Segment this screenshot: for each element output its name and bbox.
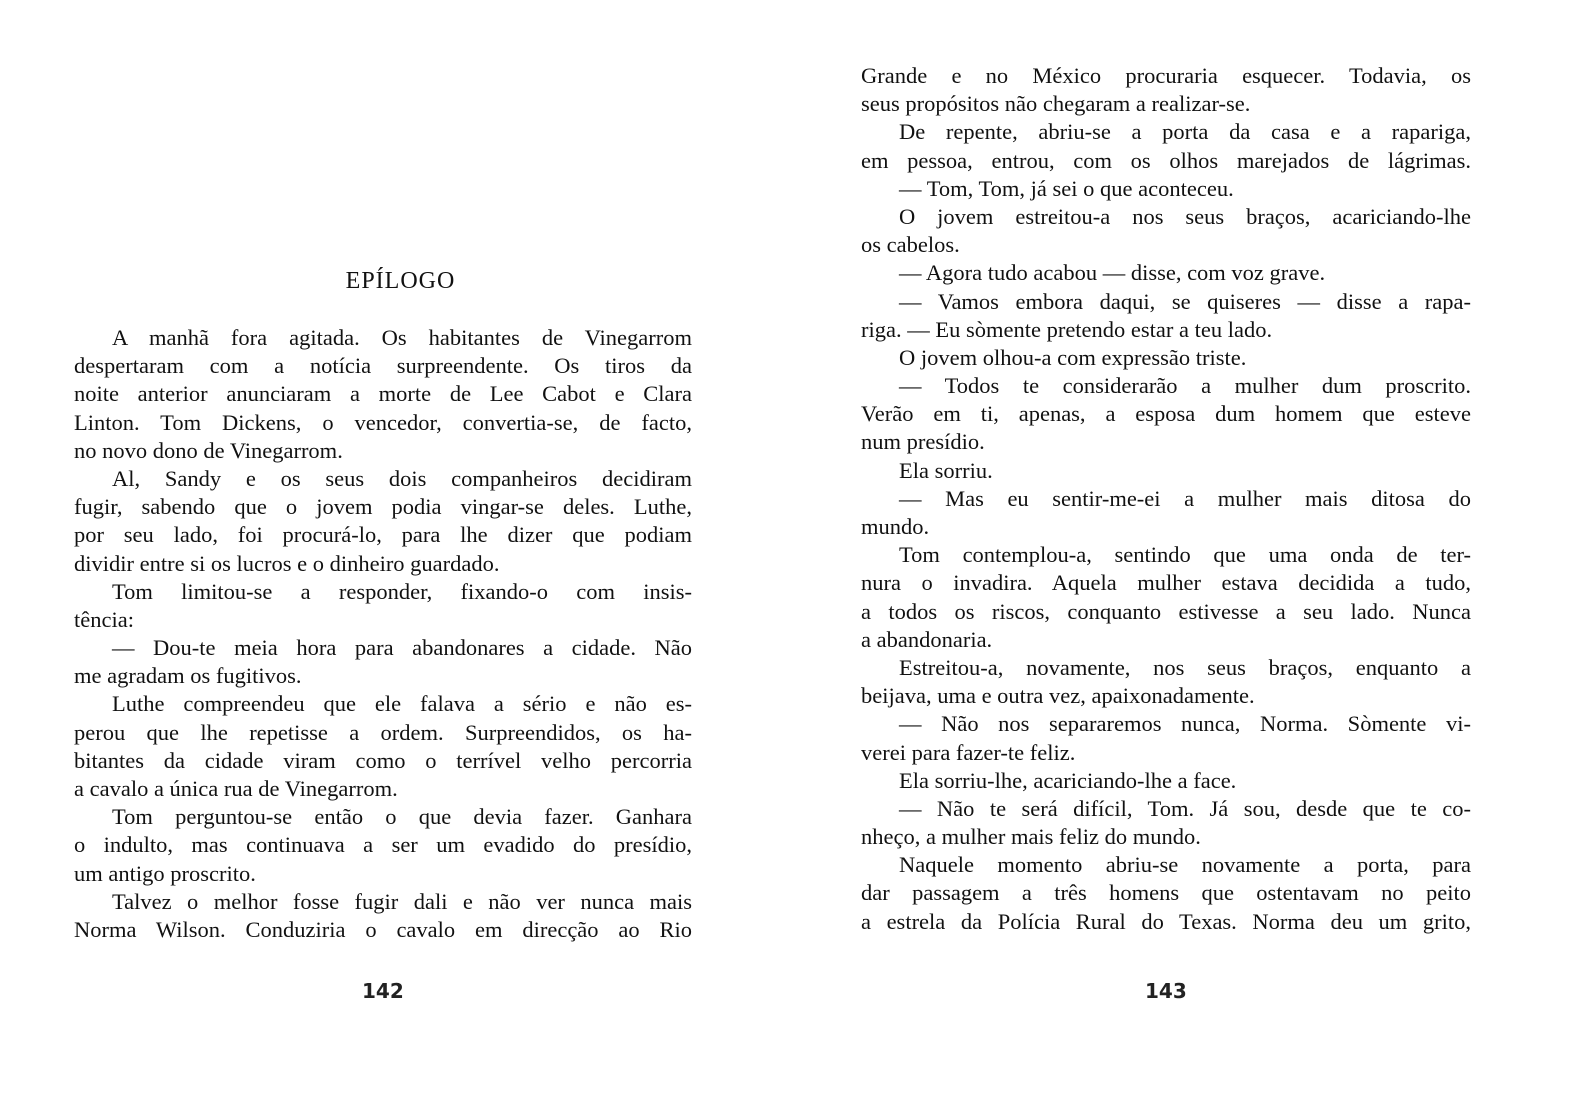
text-line: Naquele momento abriu-se novamente a porta, para [899, 852, 1471, 878]
text-line: Ela sorriu. [899, 457, 993, 483]
text-line: De repente, abriu-se a porta da casa e a rapariga, [899, 119, 1471, 145]
text-line: riga. — Eu sòmente pretendo estar a teu lado. [861, 316, 1273, 342]
text-line: por seu lado, foi procurá-lo, para lhe dizer que podiam [74, 522, 692, 548]
text-line: A manhã fora agitada. Os habitantes de Vinegarrom [112, 325, 692, 350]
text-line: os cabelos. [861, 232, 960, 258]
text-line: — Vamos embora daqui, se quiseres — disse a rapa- [899, 288, 1471, 314]
text-line: Ela sorriu-lhe, acariciando-lhe a face. [899, 767, 1237, 793]
text-line: nheço, a mulher mais feliz do mundo. [861, 824, 1201, 850]
text-line: Tom contemplou-a, sentindo que uma onda de ter- [899, 542, 1471, 568]
text-line: mundo. [861, 514, 930, 539]
text-line: dividir entre si os lucros e o dinheiro guardado. [74, 550, 500, 576]
text-line: a estrela da Polícia Rural do Texas. Norma deu um grito, [861, 908, 1471, 934]
text-line: Luthe compreendeu que ele falava a sério e não es- [112, 691, 692, 717]
text-line: O jovem estreitou-a nos seus braços, acariciando-lhe [899, 203, 1471, 229]
text-line: me agradam os fugitivos. [74, 663, 302, 689]
text-line: Grande e no México procuraria esquecer. Todavia, os [861, 63, 1471, 88]
chapter-title: EPÍLOGO [345, 268, 456, 294]
text-line: a todos os riscos, conquanto estivesse a seu lado. Nunca [861, 598, 1471, 624]
text-line: tência: [74, 606, 134, 632]
text-line: seus propósitos não chegaram a realizar-se. [861, 91, 1251, 117]
text-line: — Não te será difícil, Tom. Já sou, desde que te co- [899, 795, 1471, 821]
text-line: O jovem olhou-a com expressão triste. [899, 344, 1247, 370]
text-line: fugir, sabendo que o jovem podia vingar-se deles. Luthe, [74, 494, 692, 520]
text-line: — Não nos separaremos nunca, Norma. Sòmente vi- [899, 711, 1471, 737]
text-line: no novo dono de Vinegarrom. [74, 437, 343, 463]
text-line: noite anterior anunciaram a morte de Lee Cabot e Clara [74, 381, 692, 407]
text-line: um antigo proscrito. [74, 860, 256, 886]
text-line: nura o invadira. Aquela mulher estava decidida a tudo, [861, 570, 1471, 596]
text-line: dar passagem a três homens que ostentavam no peito [861, 880, 1471, 906]
left-page-text [74, 324, 692, 944]
text-line: verei para fazer-te feliz. [861, 739, 1076, 765]
text-line: num presídio. [861, 429, 985, 455]
text-line: Verão em ti, apenas, a esposa dum homem que esteve [861, 401, 1471, 427]
text-line: despertaram com a notícia surpreendente. Os tiros da [74, 353, 692, 379]
right-page-text [861, 62, 1471, 936]
text-line: Linton. Tom Dickens, o vencedor, convertia-se, de facto, [74, 409, 692, 435]
text-line: Tom limitou-se a responder, fixando-o com insis- [112, 578, 692, 604]
text-line: Estreitou-a, novamente, nos seus braços, enquanto a [899, 654, 1471, 680]
text-line: — Mas eu sentir-me-ei a mulher mais ditosa do [899, 485, 1471, 511]
text-line: Tom perguntou-se então o que devia fazer. Ganhara [112, 804, 692, 830]
text-line: — Todos te considerarão a mulher dum proscrito. [899, 373, 1471, 399]
right-page [797, 0, 1594, 1094]
text-line: bitantes da cidade viram como o terrível velho percorria [74, 747, 692, 773]
text-line: o indulto, mas continuava a ser um evadido do presídio, [74, 832, 692, 858]
page-number-right: 143 [1145, 979, 1187, 1003]
page-number-left: 142 [362, 979, 404, 1003]
text-line: em pessoa, entrou, com os olhos marejados de lágrimas. [861, 147, 1471, 173]
text-line: a abandonaria. [861, 626, 993, 652]
text-line: Norma Wilson. Conduziria o cavalo em direcção ao Rio [74, 916, 692, 942]
text-line: a cavalo a única rua de Vinegarrom. [74, 776, 398, 801]
text-line: beijava, uma e outra vez, apaixonadamente. [861, 683, 1255, 709]
text-line: perou que lhe repetisse a ordem. Surpreendidos, os ha- [74, 719, 692, 745]
text-line: Al, Sandy e os seus dois companheiros decidiram [112, 465, 692, 491]
text-line: Talvez o melhor fosse fugir dali e não ver nunca mais [112, 888, 692, 914]
text-line: — Dou-te meia hora para abandonares a cidade. Não [112, 635, 692, 661]
text-line: — Tom, Tom, já sei o que aconteceu. [899, 175, 1234, 201]
text-line: — Agora tudo acabou — disse, com voz grave. [899, 260, 1326, 286]
